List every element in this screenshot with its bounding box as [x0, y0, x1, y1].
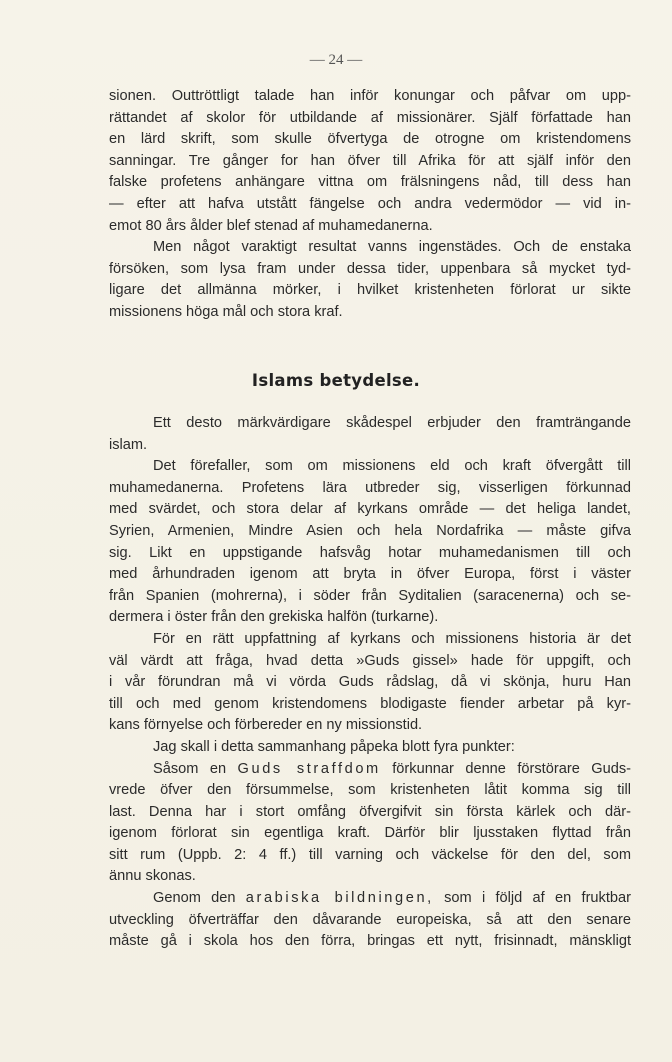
text-line: islam.: [109, 436, 148, 453]
text-line: falske profetens anhängare vittna om frälsningens nåd, till dess han: [109, 174, 631, 191]
page-number: — 24 —: [309, 52, 363, 68]
emphasis-spaced: arabiska bildningen,: [245, 890, 434, 907]
text-line: kans förnyelse och förbereder en ny missionstid.: [109, 717, 423, 734]
text-line: Men något varaktigt resultat vanns ingenstädes. Och de enstaka: [153, 239, 631, 256]
text-line: från Spanien (mohrerna), i söder från Syditalien (saracenerna) och se-: [109, 587, 631, 604]
text-line: last. Denna har i stort omfång öfvergifvit sin första kärlek och där-: [109, 803, 631, 820]
text-line: [109, 759, 631, 781]
text-line: sitt rum (Uppb. 2: 4 ff.) till varning och väckelse för den del, som: [109, 846, 631, 863]
text-line: sanningar. Tre gånger for han öfver till Afrika för att själf inför den: [109, 152, 631, 169]
text-line: ännu skonas.: [109, 868, 196, 885]
text-block-upper: [109, 86, 631, 324]
text-line: måste gå i skola hos den förra, bringas ett nytt, frisinnadt, mänskligt: [109, 933, 631, 950]
text-line: med århundraden igenom att bryta in öfver Europa, först i väster: [109, 566, 631, 583]
text-line: försöken, som lysa fram under dessa tider, uppenbara så mycket tyd-: [109, 260, 631, 277]
emphasis-spaced: Guds straffdom: [237, 760, 381, 777]
text-line: [109, 888, 631, 910]
text-line: emot 80 års ålder blef stenad af muhamedanerna.: [109, 217, 433, 234]
text-line: Det förefaller, som om missionens eld och kraft öfvergått till: [153, 458, 631, 475]
text-line: med svärdet, och stora delar af kyrkans område — det heliga landet,: [109, 501, 631, 518]
text-line: väl värdt att fråga, hvad detta »Guds gissel» hade för uppgift, och: [109, 652, 631, 669]
text-run: som i följd af en fruktbar: [433, 890, 631, 907]
text-line: Jag skall i detta sammanhang påpeka blott fyra punkter:: [153, 738, 515, 755]
section-heading: Islams betydelse.: [251, 371, 421, 390]
text-line: — efter att hafva utstått fängelse och andra vedermödor — vid in-: [109, 195, 631, 212]
text-line: utveckling öfverträffar den dåvarande europeiska, så att den senare: [109, 911, 631, 928]
text-line: vrede öfver den försummelse, som kristenheten låtit komma sig till: [109, 782, 631, 799]
text-line: sionen. Outtröttligt talade han inför konungar och påfvar om upp-: [109, 88, 631, 104]
text-line: igenom förlorat sin egentliga kraft. Därför blir ljusstaken flyttad från: [109, 825, 631, 842]
text-line: rättandet af skolor för utbildande af missionärer. Själf författade han: [109, 109, 631, 126]
text-line: sig. Likt en uppstigande hafsvåg hotar muhamedanismen till och: [109, 544, 631, 561]
text-run: Genom den: [153, 890, 246, 907]
text-line: till och med genom kristendomens blodigaste fiender arbetar på kyr-: [109, 695, 631, 712]
text-line: missionens höga mål och stora kraf.: [109, 303, 343, 320]
text-line: dermera i öster från den grekiska halfön (turkarne).: [109, 609, 439, 626]
text-run: Såsom en: [153, 760, 238, 777]
text-line: Syrien, Armenien, Mindre Asien och hela Nordafrika — måste gifva: [109, 522, 631, 539]
text-line: ligare det allmänna mörker, i hvilket kristenheten förlorat ur sikte: [109, 282, 631, 299]
text-run: förkunnar denne förstörare Guds-: [380, 760, 631, 777]
text-line: Ett desto märkvärdigare skådespel erbjuder den framträngande: [153, 415, 631, 431]
text-line: i vår förundran må vi vörda Guds rådslag, då vi skönja, huru Han: [109, 674, 631, 691]
text-line: För en rätt uppfattning af kyrkans och missionens historia är det: [153, 630, 631, 647]
text-line: en lärd skrift, som skulle öfvertyga de otrogne om kristendomens: [109, 131, 631, 148]
text-line: muhamedanerna. Profetens lära utbreder sig, visserligen förkunnad: [109, 479, 631, 496]
text-block-lower: [109, 413, 631, 953]
